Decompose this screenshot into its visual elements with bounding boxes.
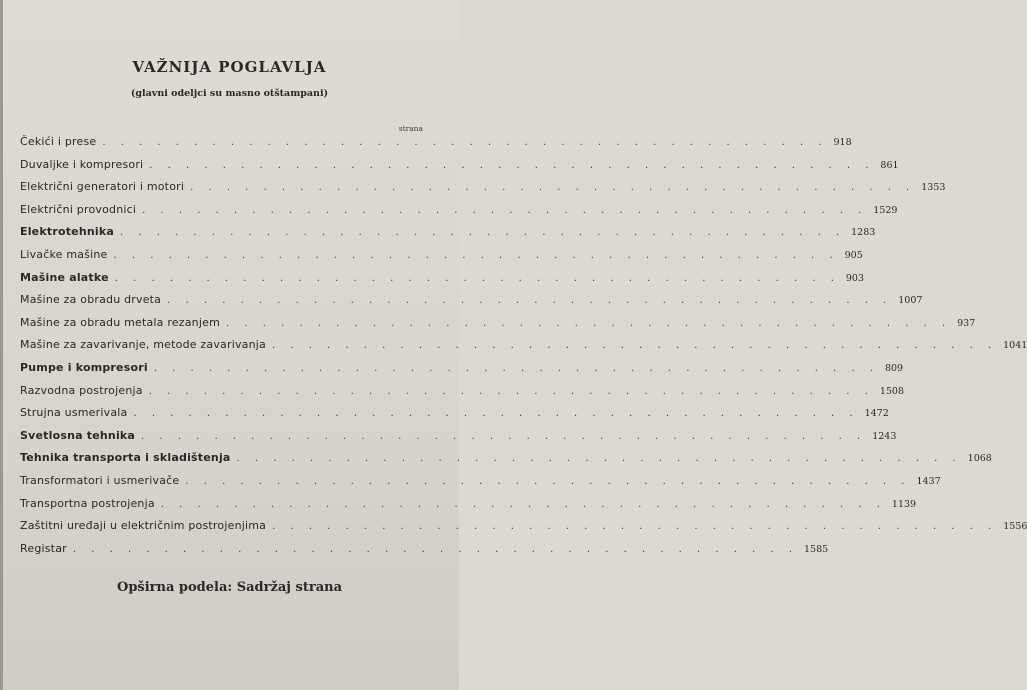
dot-leader: . . . . . . . . . . . . . . . . . . . . . . . . . . . . . . . . . . . . . . . .	[190, 182, 916, 194]
toc-entry-page: 1139	[891, 498, 917, 510]
toc-entry-page: 1283	[851, 227, 876, 239]
dot-leader: . . . . . . . . . . . . . . . . . . . . . . . . . . . . . . . . . . . . . . . .	[271, 340, 998, 352]
dot-leader: . . . . . . . . . . . . . . . . . . . . . . . . . . . . . . . . . . . . . . . .	[160, 498, 886, 510]
toc-entry-label: Strujna usmerivala	[20, 406, 128, 420]
toc-entry-label: Svetlosna tehnika	[20, 428, 136, 442]
toc-entry-page: 1007	[898, 295, 923, 307]
toc-entry-label: Razvodna postrojenja	[20, 383, 143, 397]
toc-entry-label: Livačke mašine	[20, 247, 108, 261]
page-title: VAŽNIJA POGLAVLJA	[132, 58, 327, 76]
toc-entry	[20, 538, 829, 561]
dot-leader: . . . . . . . . . . . . . . . . . . . . . . . . . . . . . . . . . . . . . . . .	[141, 430, 867, 442]
dot-leader: . . . . . . . . . . . . . . . . . . . . . . . . . . . . . . . . . . . . . . . .	[236, 453, 962, 465]
dot-leader: . . . . . . . . . . . . . . . . . . . . . . . . . . . . . . . . . . . . . . . .	[120, 227, 846, 239]
toc-entry-label: Mašine za zavarivanje, metode zavarivanja	[20, 338, 266, 352]
toc-entry-label: Električni provodnici	[20, 202, 137, 216]
toc-entry-page: 918	[833, 137, 852, 148]
dot-leader: . . . . . . . . . . . . . . . . . . . . . . . . . . . . . . . . . . . . . . . .	[149, 159, 875, 171]
dot-leader: . . . . . . . . . . . . . . . . . . . . . . . . . . . . . . . . . . . . . . . .	[72, 543, 798, 555]
dot-leader: . . . . . . . . . . . . . . . . . . . . . . . . . . . . . . . . . . . . . . . .	[148, 385, 874, 397]
toc-entry-label: Električni generatori i motori	[20, 180, 185, 194]
toc-entry-label: Mašine za obradu drveta	[20, 293, 162, 307]
toc-entry	[20, 154, 899, 177]
toc-entry-label: Mašine za obradu metala rezanjem	[20, 315, 220, 329]
toc-entry	[20, 470, 941, 493]
toc-entry	[20, 221, 876, 244]
toc-entry	[20, 357, 904, 380]
dot-leader: . . . . . . . . . . . . . . . . . . . . . . . . . . . . . . . . . . . . . . . .	[226, 317, 952, 329]
toc-entry-page: 861	[880, 159, 899, 171]
dot-leader: . . . . . . . . . . . . . . . . . . . . . . . . . . . . . . . . . . . . . . . .	[167, 295, 893, 307]
toc-entry-page: 937	[957, 317, 976, 329]
toc-entry	[20, 493, 917, 516]
toc-entry	[20, 289, 923, 312]
dot-leader: . . . . . . . . . . . . . . . . . . . . . . . . . . . . . . . . . . . . . . . .	[102, 137, 828, 148]
toc-entry-page: 903	[845, 272, 865, 284]
toc-entry-page: 905	[844, 249, 863, 261]
toc-entry-page: 1068	[967, 453, 992, 465]
toc-entry-label: Tehnika transporta i skladištenja	[20, 451, 231, 465]
dot-leader: . . . . . . . . . . . . . . . . . . . . . . . . . . . . . . . . . . . . . . . .	[114, 272, 840, 284]
toc-entry-page: 1556	[1003, 521, 1027, 533]
toc-entry	[20, 425, 897, 448]
toc-entry	[20, 402, 889, 425]
page-subtitle: (glavni odeljci su masno otštampani)	[130, 88, 329, 99]
dot-leader: . . . . . . . . . . . . . . . . . . . . . . . . . . . . . . . . . . . . . . . .	[272, 521, 998, 533]
toc-entry	[20, 176, 946, 199]
toc-entry-label: Zaštitni uređaji u električnim postrojenjima	[20, 519, 267, 533]
toc-entry	[20, 515, 1027, 538]
toc-entry-page: 1529	[873, 204, 898, 216]
toc-entry-label: Elektrotehnika	[20, 225, 114, 239]
toc-entry-label: Mašine alatke	[20, 270, 109, 284]
toc-entry	[20, 334, 1027, 357]
footer-note: Opširna podela: Sadržaj strana	[117, 580, 342, 595]
toc-entry	[20, 380, 905, 403]
toc-entry-page: 809	[884, 362, 904, 374]
toc-entry-page: 1585	[804, 543, 829, 555]
dot-leader: . . . . . . . . . . . . . . . . . . . . . . . . . . . . . . . . . . . . . . . .	[185, 475, 911, 487]
toc-entry-page: 1353	[921, 182, 946, 194]
dot-leader: . . . . . . . . . . . . . . . . . . . . . . . . . . . . . . . . . . . . . . . .	[113, 249, 839, 261]
toc-entry-label: Registar	[20, 541, 67, 555]
toc-entry-page: 1437	[916, 475, 941, 487]
dot-leader: . . . . . . . . . . . . . . . . . . . . . . . . . . . . . . . . . . . . . . . .	[153, 362, 879, 374]
toc-entry	[20, 447, 992, 470]
toc-entry	[20, 244, 863, 267]
toc-entry	[20, 267, 865, 290]
toc-entry-page: 1041	[1003, 340, 1027, 352]
toc-entry	[20, 312, 976, 335]
toc-entry-label: Duvaljke i kompresori	[20, 157, 144, 171]
toc-entry-page: 1508	[879, 385, 905, 397]
toc-entry-label: Transformatori i usmerivače	[20, 473, 180, 487]
page-column-label: strana	[398, 124, 423, 133]
toc-entry-page: 1472	[864, 408, 889, 420]
toc-entry	[20, 131, 852, 154]
toc-entry-page: 1243	[872, 430, 897, 442]
dot-leader: . . . . . . . . . . . . . . . . . . . . . . . . . . . . . . . . . . . . . . . .	[133, 408, 859, 420]
toc-entry-label: Pumpe i kompresori	[20, 360, 148, 374]
table-of-contents	[20, 131, 1027, 560]
toc-entry	[20, 199, 898, 222]
dot-leader: . . . . . . . . . . . . . . . . . . . . . . . . . . . . . . . . . . . . . . . .	[142, 204, 868, 216]
toc-entry-label: Čekići i prese	[20, 135, 97, 148]
toc-entry-label: Transportna postrojenja	[20, 496, 155, 510]
